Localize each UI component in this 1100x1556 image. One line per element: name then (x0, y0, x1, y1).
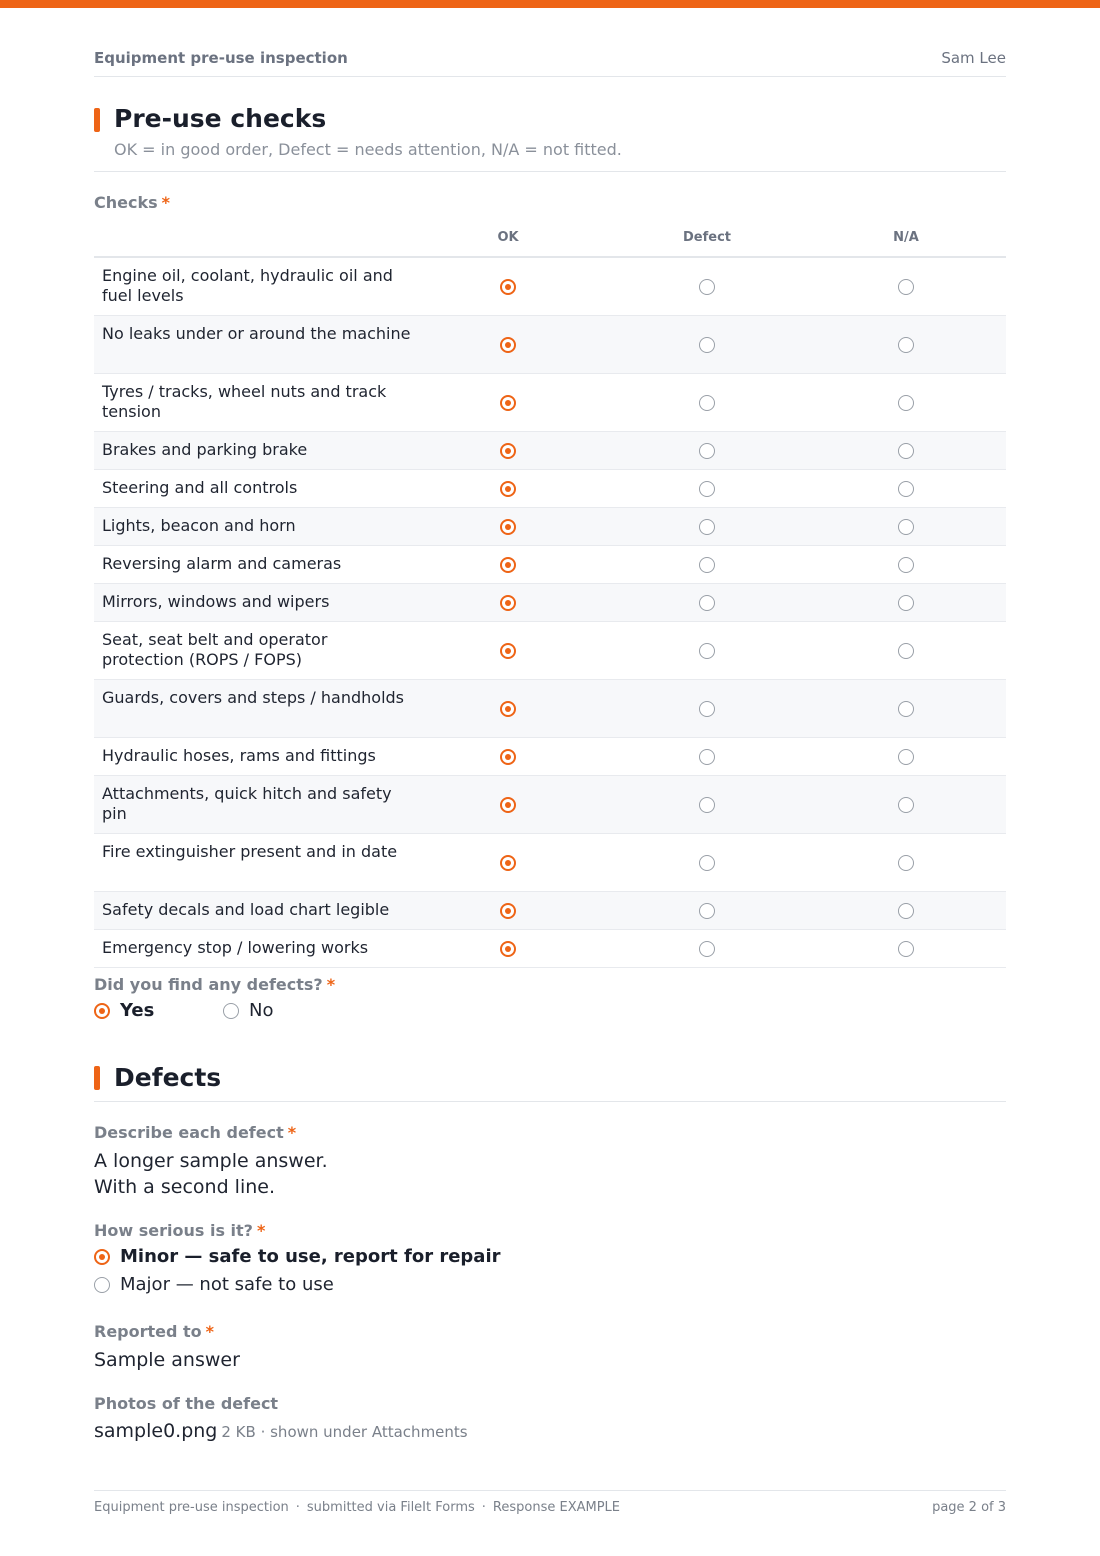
check-cell-defect (699, 701, 715, 717)
check-radio-na[interactable] (898, 855, 914, 871)
required-marker: * (205, 1322, 215, 1341)
check-row-label: Emergency stop / lowering works (102, 938, 369, 957)
column-header-defect: Defect (682, 230, 731, 245)
check-cell-defect (699, 941, 715, 957)
reported-to-answer: Sample answer (94, 1349, 240, 1371)
check-cell-na (898, 903, 914, 919)
radio-unselected-icon (94, 1277, 110, 1293)
check-cell-ok (500, 279, 516, 295)
required-marker: * (287, 1123, 297, 1142)
check-radio-na[interactable] (898, 279, 914, 295)
check-radio-defect[interactable] (699, 443, 715, 459)
check-row-label: Mirrors, windows and wipers (102, 592, 330, 611)
check-radio-defect[interactable] (699, 797, 715, 813)
check-cell-defect (699, 903, 715, 919)
check-radio-ok[interactable] (500, 337, 516, 353)
check-row-label: Hydraulic hoses, rams and fittings (102, 746, 376, 765)
attachment-file-name[interactable]: sample0.png (94, 1420, 218, 1442)
checks-field-label: Checks * (94, 193, 171, 212)
check-radio-ok[interactable] (500, 643, 516, 659)
check-radio-defect[interactable] (699, 903, 715, 919)
check-cell-na (898, 701, 914, 717)
check-radio-na[interactable] (898, 643, 914, 659)
check-row (94, 584, 1006, 622)
answer-line: With a second line. (94, 1176, 275, 1198)
check-radio-defect[interactable] (699, 481, 715, 497)
check-row-label: Brakes and parking brake (102, 440, 308, 459)
check-cell-na (898, 395, 914, 411)
check-row (94, 374, 1006, 432)
check-radio-na[interactable] (898, 595, 914, 611)
check-cell-na (898, 279, 914, 295)
check-cell-defect (699, 643, 715, 659)
check-radio-ok[interactable] (500, 395, 516, 411)
check-cell-na (898, 595, 914, 611)
separator-dot: · (481, 1500, 486, 1515)
check-radio-ok[interactable] (500, 443, 516, 459)
check-radio-defect[interactable] (699, 701, 715, 717)
check-cell-na (898, 855, 914, 871)
check-radio-defect[interactable] (699, 855, 715, 871)
check-row-label: Safety decals and load chart legible (102, 900, 390, 919)
check-radio-defect[interactable] (699, 595, 715, 611)
check-row (94, 432, 1006, 470)
required-marker: * (326, 975, 336, 994)
check-radio-na[interactable] (898, 903, 914, 919)
footer-form-name: Equipment pre-use inspection (94, 1500, 289, 1515)
check-radio-defect[interactable] (699, 519, 715, 535)
check-radio-defect[interactable] (699, 279, 715, 295)
column-header-na: N/A (893, 230, 919, 245)
attachment-file-meta: 2 KB · shown under Attachments (221, 1423, 468, 1441)
radio-unselected-icon (223, 1003, 239, 1019)
check-cell-defect (699, 797, 715, 813)
check-radio-na[interactable] (898, 337, 914, 353)
check-row (94, 508, 1006, 546)
check-row (94, 892, 1006, 930)
check-row-label: Steering and all controls (102, 478, 298, 497)
footer-page-number: page 2 of 3 (932, 1500, 1006, 1515)
check-cell-na (898, 749, 914, 765)
check-cell-ok (500, 855, 516, 871)
check-cell-defect (699, 519, 715, 535)
check-row-label: Attachments, quick hitch and safety pin (102, 784, 392, 823)
check-radio-ok[interactable] (500, 701, 516, 717)
check-radio-na[interactable] (898, 443, 914, 459)
check-radio-na[interactable] (898, 701, 914, 717)
check-radio-na[interactable] (898, 395, 914, 411)
check-cell-ok (500, 443, 516, 459)
check-radio-defect[interactable] (699, 749, 715, 765)
check-radio-na[interactable] (898, 941, 914, 957)
check-cell-na (898, 643, 914, 659)
answer-line: A longer sample answer. (94, 1150, 328, 1172)
check-cell-na (898, 941, 914, 957)
check-row-label: Tyres / tracks, wheel nuts and track tension (102, 382, 387, 421)
check-radio-na[interactable] (898, 519, 914, 535)
check-radio-na[interactable] (898, 481, 914, 497)
check-row-label: Reversing alarm and cameras (102, 554, 342, 573)
check-row (94, 470, 1006, 508)
check-cell-ok (500, 595, 516, 611)
check-radio-defect[interactable] (699, 643, 715, 659)
check-cell-ok (500, 749, 516, 765)
check-radio-defect[interactable] (699, 395, 715, 411)
check-cell-defect (699, 395, 715, 411)
section-title: Defects (114, 1063, 222, 1092)
check-radio-ok[interactable] (500, 557, 516, 573)
section-subtitle: OK = in good order, Defect = needs attention, N/A = not fitted. (114, 140, 622, 159)
check-radio-na[interactable] (898, 797, 914, 813)
check-radio-ok[interactable] (500, 797, 516, 813)
check-radio-defect[interactable] (699, 557, 715, 573)
pre-use-checks-section-header (94, 104, 1006, 172)
check-row (94, 738, 1006, 776)
document-header (94, 48, 1006, 77)
check-cell-na (898, 337, 914, 353)
check-radio-ok[interactable] (500, 749, 516, 765)
check-row-label: Engine oil, coolant, hydraulic oil and fuel levels (102, 266, 393, 305)
check-row (94, 680, 1006, 738)
check-radio-ok[interactable] (500, 481, 516, 497)
check-radio-defect[interactable] (699, 337, 715, 353)
check-cell-defect (699, 279, 715, 295)
check-cell-ok (500, 797, 516, 813)
radio-selected-icon (94, 1003, 110, 1019)
check-row (94, 834, 1006, 892)
check-cell-defect (699, 595, 715, 611)
photos-label: Photos of the defect (94, 1394, 279, 1413)
reported-to-label: Reported to * (94, 1322, 215, 1341)
check-cell-ok (500, 903, 516, 919)
check-row (94, 930, 1006, 968)
footer-info (94, 1500, 620, 1515)
check-cell-na (898, 519, 914, 535)
check-cell-ok (500, 337, 516, 353)
check-row-label: Fire extinguisher present and in date (102, 842, 398, 861)
defects-section-header (94, 1063, 1006, 1102)
check-row-label: No leaks under or around the machine (102, 324, 411, 343)
check-cell-ok (500, 941, 516, 957)
checks-grid-rows (94, 258, 1006, 968)
check-row (94, 622, 1006, 680)
checks-grid (94, 222, 1006, 968)
check-cell-defect (699, 337, 715, 353)
radio-selected-icon (94, 1249, 110, 1265)
section-accent-bar (94, 108, 100, 132)
required-marker: * (161, 193, 171, 212)
check-radio-na[interactable] (898, 557, 914, 573)
check-cell-na (898, 797, 914, 813)
check-cell-defect (699, 557, 715, 573)
check-radio-defect[interactable] (699, 941, 715, 957)
check-cell-ok (500, 557, 516, 573)
describe-defect-answer (94, 1148, 328, 1200)
severity-label: How serious is it? * (94, 1221, 266, 1240)
check-cell-na (898, 557, 914, 573)
check-radio-ok[interactable] (500, 855, 516, 871)
check-row (94, 776, 1006, 834)
check-radio-ok[interactable] (500, 941, 516, 957)
form-title: Equipment pre-use inspection (94, 49, 348, 67)
check-radio-ok[interactable] (500, 595, 516, 611)
section-title: Pre-use checks (114, 104, 327, 133)
section-accent-bar (94, 1066, 100, 1090)
check-cell-ok (500, 395, 516, 411)
photo-attachment[interactable] (94, 1418, 468, 1445)
check-cell-defect (699, 443, 715, 459)
check-cell-na (898, 481, 914, 497)
defects-question-label: Did you find any defects? * (94, 975, 336, 994)
check-row (94, 316, 1006, 374)
check-radio-ok[interactable] (500, 903, 516, 919)
check-cell-defect (699, 855, 715, 871)
check-row-label: Guards, covers and steps / handholds (102, 688, 405, 707)
check-cell-na (898, 443, 914, 459)
check-cell-ok (500, 481, 516, 497)
check-radio-ok[interactable] (500, 279, 516, 295)
separator-dot: · (295, 1500, 300, 1515)
check-row (94, 546, 1006, 584)
footer-submitted-via: submitted via FileIt Forms (306, 1500, 475, 1515)
check-cell-defect (699, 749, 715, 765)
required-marker: * (256, 1221, 266, 1240)
check-row-label: Lights, beacon and horn (102, 516, 296, 535)
accent-top-bar (0, 0, 1100, 8)
checks-grid-header (94, 222, 1006, 258)
check-radio-ok[interactable] (500, 519, 516, 535)
check-row (94, 258, 1006, 316)
check-row-label: Seat, seat belt and operator protection (ROPS / FOPS) (102, 630, 328, 669)
check-radio-na[interactable] (898, 749, 914, 765)
column-header-ok: OK (497, 230, 519, 245)
document-footer (94, 1490, 1006, 1515)
check-cell-ok (500, 643, 516, 659)
check-cell-ok (500, 519, 516, 535)
footer-response-id: Response EXAMPLE (492, 1500, 620, 1515)
describe-defect-label: Describe each defect * (94, 1123, 297, 1142)
check-cell-defect (699, 481, 715, 497)
respondent-name: Sam Lee (941, 49, 1006, 67)
check-cell-ok (500, 701, 516, 717)
